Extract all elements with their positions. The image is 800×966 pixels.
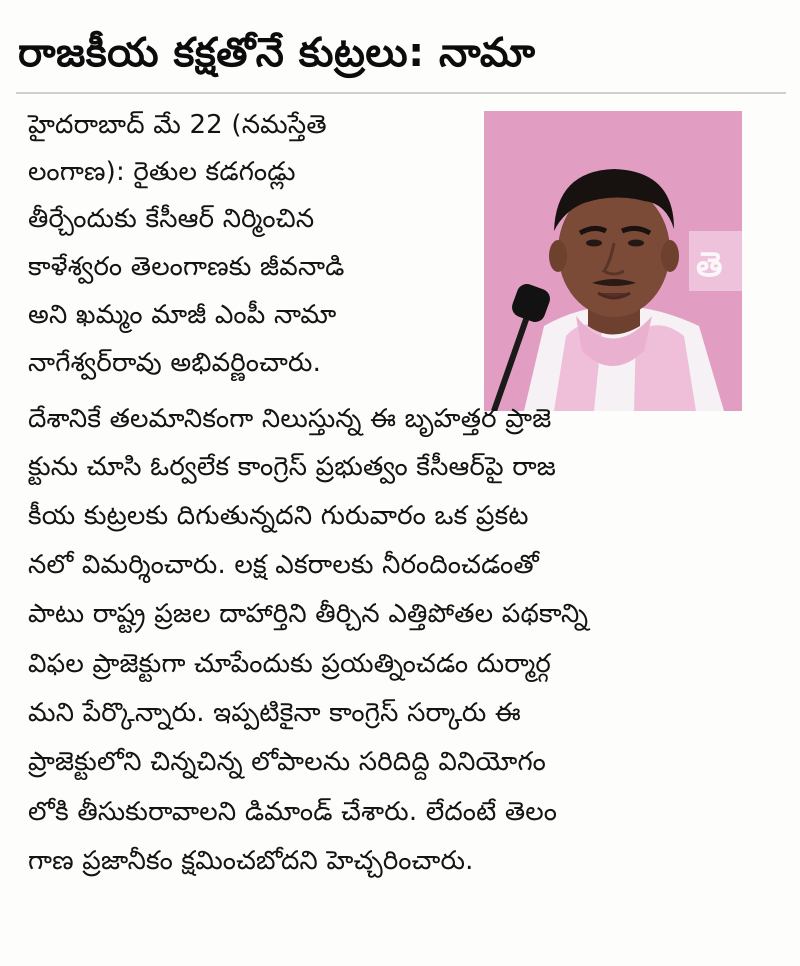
body-line: నాగేశ్వర్‌రావు అభివర్ణించారు. [28, 348, 322, 378]
body-line: క్టును చూసి ఓర్వలేక కాంగ్రెస్ ప్రభుత్వం కేసీఆర్‌పై రాజ [28, 452, 557, 482]
body-line: దేశానికే తలమానికంగా నిలుస్తున్న ఈ బృహత్తర ప్రాజె [28, 404, 552, 434]
portrait-illustration [484, 111, 742, 411]
body-line: గాణ ప్రజానీకం క్షమించబోదని హెచ్చరించారు. [28, 846, 474, 876]
body-line: కాళేశ్వరం తెలంగాణకు జీవనాడి [28, 252, 345, 282]
body-line: అని ఖమ్మం మాజీ ఎంపీ నామా [28, 300, 337, 330]
body-line: లోకి తీసుకురావాలని డిమాండ్ చేశారు. లేదంటే తెలం [28, 797, 558, 827]
body-line: హైదరాబాద్ మే 22 (నమస్తేతె [28, 110, 327, 140]
body-line: మని పేర్కొన్నారు. ఇప్పటికైనా కాంగ్రెస్ సర్కారు ఈ [28, 698, 521, 728]
body-line: నలో విమర్శించారు. లక్ష ఎకరాలకు నీరందించడంతో [28, 550, 539, 580]
body-line: పాటు రాష్ట్ర ప్రజల దాహార్తిని తీర్చిన ఎత్తిపోతల పథకాన్ని [28, 599, 589, 629]
body-line: కీయ కుట్రలకు దిగుతున్నదని గురువారం ఒక ప్రకట [28, 501, 529, 531]
body-line: విఫల ప్రాజెక్టుగా చూపేందుకు ప్రయత్నించడం దుర్మార్గ [28, 649, 552, 679]
body-line: తీర్చేందుకు కేసీఆర్ నిర్మించిన [28, 204, 315, 234]
svg-text:తె: తె [696, 245, 723, 285]
body-line: ప్రాజెక్టులోని చిన్నచిన్న లోపాలను సరిదిద్ది వినియోగం [28, 747, 547, 777]
body-line: లంగాణ): రైతుల కడగండ్లు [28, 157, 296, 187]
portrait-photo [484, 111, 742, 411]
headline-divider [16, 92, 786, 94]
headline: రాజకీయ కక్షతోనే కుట్రలు: నామా [18, 30, 536, 76]
